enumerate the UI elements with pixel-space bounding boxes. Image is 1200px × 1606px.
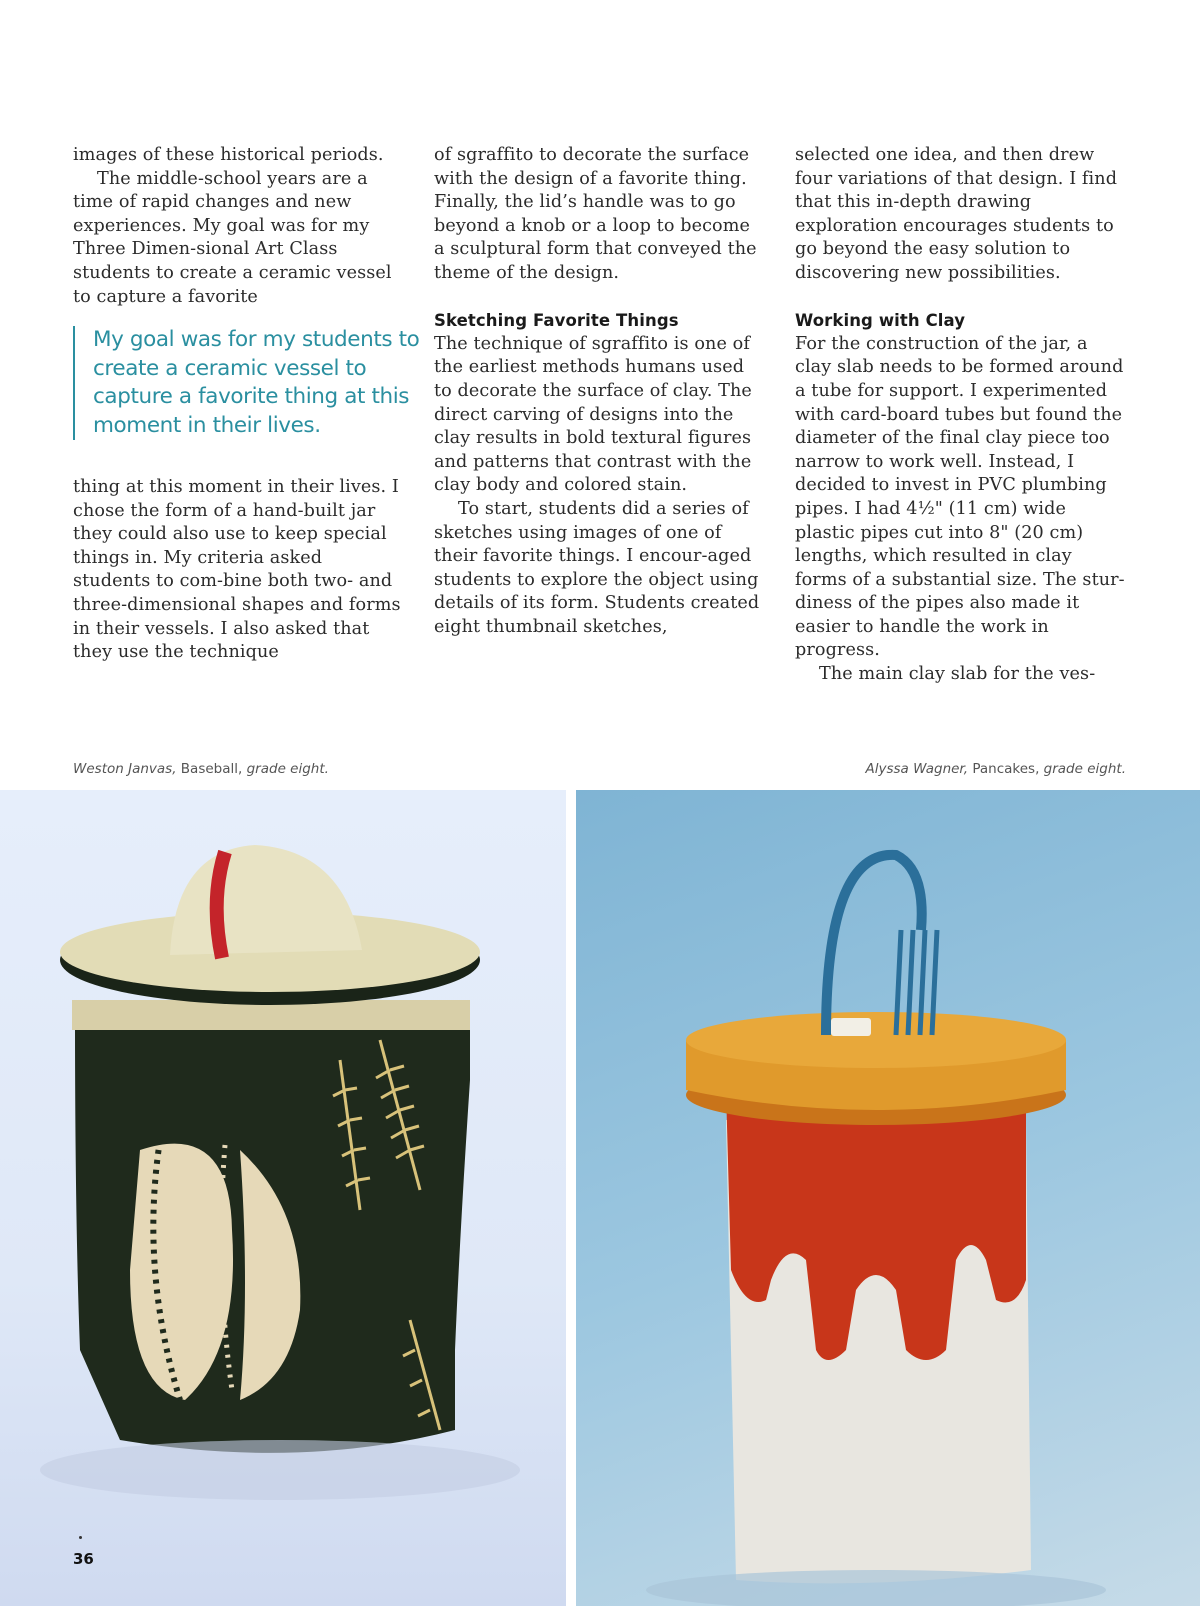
caption-artist: Weston Janvas, [73,761,177,777]
pancakes-jar-photo [576,790,1200,1606]
caption-artist: Alyssa Wagner, [865,761,969,777]
caption-title: Baseball, [176,761,243,777]
column-3 [795,144,1127,687]
paragraph: of sgraffito to decorate the surface with the design of a favorite thing. Finally, the lid’s handle was to go beyond a knob or a loop to become a sculptural form that conveyed the theme of the design. [434,145,757,283]
caption-grade: grade eight. [242,761,329,777]
paragraph: The main clay slab for the ves- [819,664,1096,685]
caption-grade: grade eight. [1039,761,1126,777]
baseball-jar-photo [0,790,566,1606]
section-heading: Sketching Favorite Things [434,311,679,331]
caption-title: Pancakes, [968,761,1040,777]
pull-quote: My goal was for my students to create a ceramic vessel to capture a favorite thing at this moment in their lives. [73,326,423,440]
section-heading: Working with Clay [795,311,966,331]
page-number: 36 [73,1550,94,1568]
paragraph: selected one idea, and then drew four variations of that design. I find that this in-depth drawing exploration encourages students to go beyond the easy solution to discovering new possibilities. [795,145,1118,283]
paragraph: For the construction of the jar, a clay slab needs to be formed around a tube for support. I experimented with card-board tubes but found the diameter of the final clay piece too narrow to work well. Instead, I decided to invest in PVC plumbing pipes. I had 4½" (11 cm) wide plastic pipes cut into 8" (20 cm) lengths, which resulted in clay forms of a substantial size. The stur-diness of the pipes also made it easier to handle the work in progress. [795,333,1125,661]
photo-caption-left [73,761,329,777]
paragraph: thing at this moment in their lives. I chose the form of a hand-built jar they could also use to keep special things in. My criteria asked students to com-bine both two- and three-dimensional shapes and forms in their vessels. I also asked that they use the technique [73,477,401,663]
decorative-dot [79,1536,82,1539]
paragraph: To start, students did a series of sketches using images of one of their favorite things. I encour-aged students to explore the object using details of its form. Students created eight thumbnail sketches, [434,498,760,637]
photo-caption-right [866,761,1126,777]
column-1-top [73,144,405,309]
paragraph: The middle-school years are a time of rapid changes and new experiences. My goal was for my Three Dimen-sional Art Class students to create a ceramic vessel to capture a favorite [73,168,392,307]
paragraph: The technique of sgraffito is one of the earliest methods humans used to decorate the surface of clay. The direct carving of designs into the clay results in bold textural figures and patterns that contrast with the clay body and colored stain. [434,333,752,496]
paragraph: images of these historical periods. [73,145,384,165]
column-1-bottom [73,476,405,665]
column-2 [434,144,766,639]
